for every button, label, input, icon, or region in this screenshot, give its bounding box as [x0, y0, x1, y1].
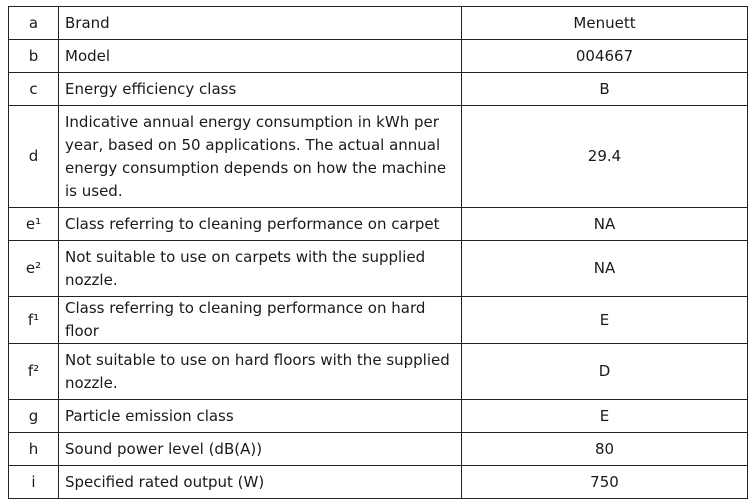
- row-value: 29.4: [462, 106, 748, 208]
- row-value: E: [462, 297, 748, 344]
- table-row: [9, 466, 748, 499]
- row-label: Energy efficiency class: [59, 73, 462, 106]
- row-value: E: [462, 400, 748, 433]
- row-letter: b: [9, 40, 59, 73]
- row-letter: g: [9, 400, 59, 433]
- row-label: Not suitable to use on hard floors with the supplied nozzle.: [59, 344, 462, 400]
- row-label: Particle emission class: [59, 400, 462, 433]
- row-letter: c: [9, 73, 59, 106]
- row-letter: e²: [9, 241, 59, 297]
- row-label: Class referring to cleaning performance on carpet: [59, 208, 462, 241]
- row-letter: e¹: [9, 208, 59, 241]
- table-row: [9, 297, 748, 344]
- row-value: NA: [462, 208, 748, 241]
- table-row: [9, 106, 748, 208]
- row-value: 004667: [462, 40, 748, 73]
- row-letter: d: [9, 106, 59, 208]
- row-label: Class referring to cleaning performance on hard floor: [59, 297, 462, 344]
- row-label: Not suitable to use on carpets with the supplied nozzle.: [59, 241, 462, 297]
- product-spec-table: [8, 6, 748, 499]
- row-value: 750: [462, 466, 748, 499]
- row-label: Indicative annual energy consumption in kWh per year, based on 50 applications. The actual annual energy consumption depends on how the machine is used.: [59, 106, 462, 208]
- table-row: [9, 344, 748, 400]
- row-value: D: [462, 344, 748, 400]
- table-row: [9, 7, 748, 40]
- row-label: Specified rated output (W): [59, 466, 462, 499]
- row-letter: f¹: [9, 297, 59, 344]
- table-row: [9, 73, 748, 106]
- table-row: [9, 241, 748, 297]
- row-letter: i: [9, 466, 59, 499]
- table-row: [9, 400, 748, 433]
- row-label: Sound power level (dB(A)): [59, 433, 462, 466]
- row-value: Menuett: [462, 7, 748, 40]
- row-letter: h: [9, 433, 59, 466]
- table-row: [9, 433, 748, 466]
- row-label: Brand: [59, 7, 462, 40]
- table-row: [9, 208, 748, 241]
- row-value: NA: [462, 241, 748, 297]
- row-letter: a: [9, 7, 59, 40]
- row-letter: f²: [9, 344, 59, 400]
- row-value: 80: [462, 433, 748, 466]
- row-value: B: [462, 73, 748, 106]
- table-row: [9, 40, 748, 73]
- row-label: Model: [59, 40, 462, 73]
